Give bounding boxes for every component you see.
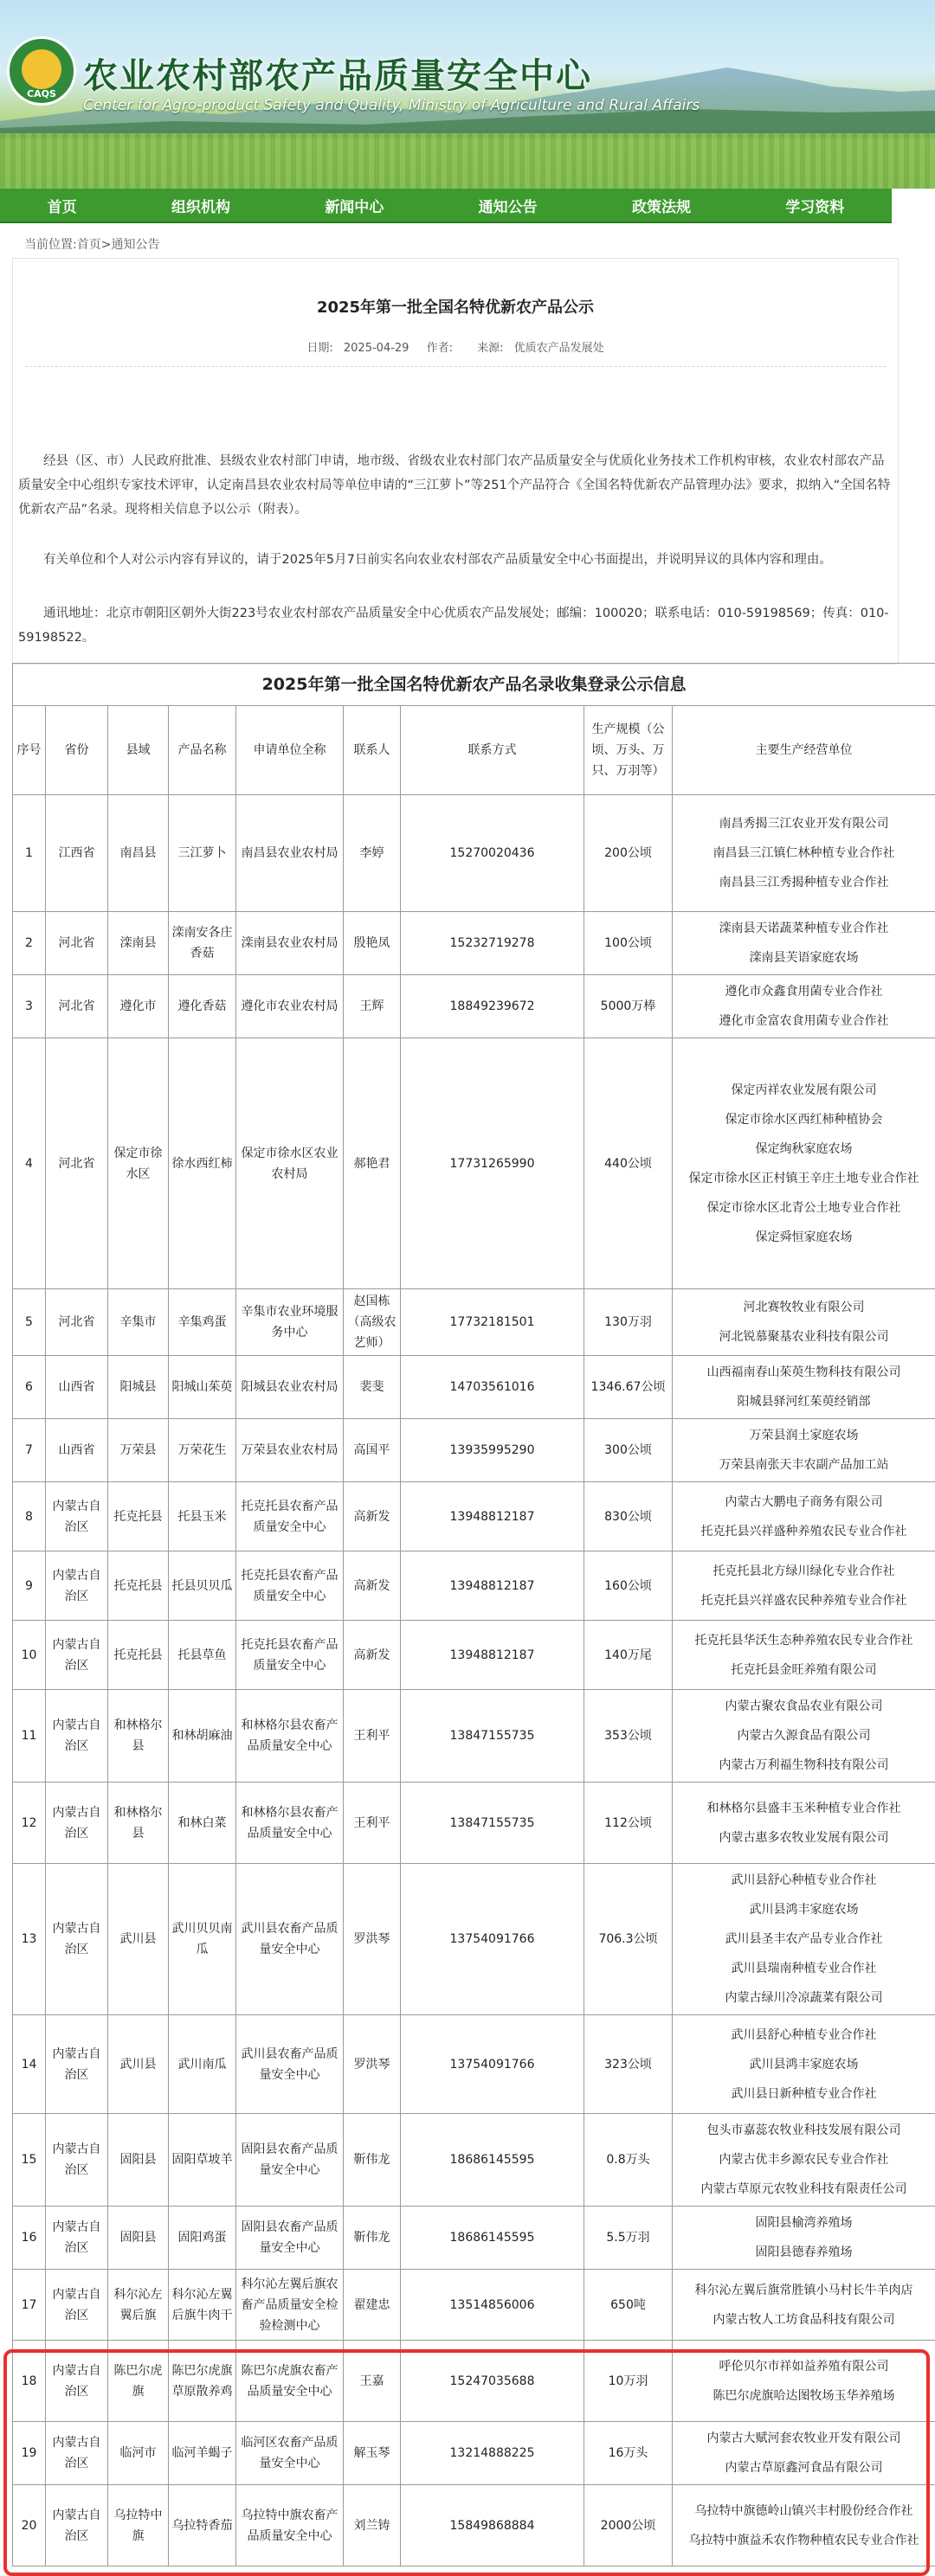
column-header: 序号 [13, 706, 46, 795]
cell-scale: 706.3公顷 [584, 1864, 673, 2015]
cell-no: 17 [13, 2270, 46, 2341]
table-row [13, 1482, 935, 1551]
cell-no: 4 [13, 1038, 46, 1289]
operator-unit: 乌拉特中旗德岭山镇兴丰村股份经合作社 [694, 2503, 913, 2518]
cell-no: 3 [13, 975, 46, 1038]
operator-unit: 万荣县南张天丰农副产品加工站 [719, 1458, 889, 1472]
cell-units [673, 2341, 935, 2422]
cell-product: 托县贝贝瓜 [169, 1551, 236, 1621]
article-paragraph: 通讯地址：北京市朝阳区朝外大街223号农业农村部农产品质量安全中心优质农产品发展处；邮编：100020；联系电话：010-59198569；传真：010-59198522。 [18, 607, 889, 645]
cell-scale: 0.8万头 [584, 2114, 673, 2207]
cell-applicant: 科尔沁左翼后旗农畜产品质量安全检验检测中心 [236, 2270, 344, 2341]
operator-unit: 内蒙古草原元农牧业科技有限责任公司 [700, 2182, 907, 2196]
site-title: 农业农村部农产品质量安全中心 [83, 56, 592, 96]
cell-phone: 13935995290 [401, 1419, 584, 1482]
table-row [13, 2207, 935, 2270]
table-row [13, 1864, 935, 2015]
cell-scale: 16万头 [584, 2422, 673, 2485]
table-row [13, 2114, 935, 2207]
nav-organization[interactable]: 组织机构 [171, 198, 230, 216]
cell-phone: 13847155735 [401, 1783, 584, 1864]
cell-contact: 王利平 [344, 1783, 401, 1864]
operator-unit: 内蒙古大赋河套农牧业开发有限公司 [706, 2431, 901, 2445]
operator-unit: 遵化市众鑫食用菌专业合作社 [725, 985, 883, 999]
cell-province: 江西省 [46, 795, 108, 912]
cell-product: 固阳草坡羊 [169, 2114, 236, 2207]
cell-no: 6 [13, 1356, 46, 1419]
cell-no: 16 [13, 2207, 46, 2270]
column-header: 申请单位全称 [236, 706, 344, 795]
cell-province: 内蒙古自治区 [46, 2422, 108, 2485]
cell-product: 乌拉特香茄 [169, 2485, 236, 2566]
cell-product: 万荣花生 [169, 1419, 236, 1482]
cell-applicant: 固阳县农畜产品质量安全中心 [236, 2114, 344, 2207]
cell-county: 托克托县 [108, 1621, 169, 1690]
author-label: 作者: [426, 342, 453, 355]
cell-product: 临河羊蝎子 [169, 2422, 236, 2485]
cell-county: 南昌县 [108, 795, 169, 912]
cell-phone: 18686145595 [401, 2207, 584, 2270]
column-header: 主要生产经营单位 [673, 706, 935, 795]
cell-product: 滦南安各庄香菇 [169, 912, 236, 975]
cell-phone: 13754091766 [401, 1864, 584, 2015]
cell-contact: 解玉琴 [344, 2422, 401, 2485]
cell-no: 11 [13, 1690, 46, 1783]
column-header: 省份 [46, 706, 108, 795]
cell-units [673, 912, 935, 975]
cell-county: 保定市徐水区 [108, 1038, 169, 1289]
cell-applicant: 辛集市农业环境服务中心 [236, 1289, 344, 1356]
caqs-logo[interactable] [7, 36, 76, 106]
operator-unit: 武川县舒心种植专业合作社 [731, 1873, 877, 1887]
cell-scale: 140万尾 [584, 1621, 673, 1690]
cell-contact: 高新发 [344, 1621, 401, 1690]
operator-unit: 万荣县润土家庭农场 [749, 1429, 859, 1442]
cell-scale: 130万羽 [584, 1289, 673, 1356]
cell-units [673, 1038, 935, 1289]
cell-units [673, 795, 935, 912]
article [12, 258, 899, 665]
cell-province: 内蒙古自治区 [46, 2485, 108, 2566]
nav-learning[interactable]: 学习资料 [785, 198, 845, 216]
table-row [13, 912, 935, 975]
cell-applicant: 托克托县农畜产品质量安全中心 [236, 1551, 344, 1621]
cell-county: 万荣县 [108, 1419, 169, 1482]
cell-scale: 440公顷 [584, 1038, 673, 1289]
cell-province: 内蒙古自治区 [46, 1482, 108, 1551]
operator-unit: 保定市徐水区正村镇王辛庄土地专业合作社 [688, 1171, 919, 1185]
cell-contact: 罗洪琴 [344, 1864, 401, 2015]
cell-no: 19 [13, 2422, 46, 2485]
operator-unit: 滦南县天诺蔬菜种植专业合作社 [719, 922, 889, 935]
nav-policies[interactable]: 政策法规 [631, 198, 691, 216]
table-row [13, 1783, 935, 1864]
cell-applicant: 万荣县农业农村局 [236, 1419, 344, 1482]
cell-scale: 650吨 [584, 2270, 673, 2341]
operator-unit: 科尔沁左翼后旗常胜镇小马村长牛羊肉店 [694, 2283, 913, 2297]
operator-unit: 内蒙古惠多农牧业发展有限公司 [719, 1830, 889, 1845]
cell-scale: 200公顷 [584, 795, 673, 912]
cell-product: 徐水西红柿 [169, 1038, 236, 1289]
operator-unit: 武川县舒心种植专业合作社 [731, 2027, 877, 2042]
cell-product: 武川南瓜 [169, 2015, 236, 2114]
cell-phone: 15849868884 [401, 2485, 584, 2566]
cell-units [673, 975, 935, 1038]
cell-product: 和林胡麻油 [169, 1690, 236, 1783]
operator-unit: 内蒙古牧人工坊食品科技有限公司 [713, 2312, 895, 2327]
rice-field [0, 133, 935, 189]
site-banner [0, 0, 935, 189]
table-row [13, 2270, 935, 2341]
cell-no: 2 [13, 912, 46, 975]
nav-home[interactable]: 首页 [47, 198, 77, 216]
operator-unit: 内蒙古聚农食品农业有限公司 [725, 1699, 883, 1713]
cell-units [673, 1419, 935, 1482]
operator-unit: 陈巴尔虎旗哈达图牧场玉华养殖场 [713, 2388, 895, 2403]
cell-applicant: 遵化市农业农村局 [236, 975, 344, 1038]
column-header: 联系方式 [401, 706, 584, 795]
cell-applicant: 陈巴尔虎旗农畜产品质量安全中心 [236, 2341, 344, 2422]
cell-scale: 100公顷 [584, 912, 673, 975]
cell-phone: 13847155735 [401, 1690, 584, 1783]
table-row [13, 2341, 935, 2422]
operator-unit: 武川县鸿丰家庭农场 [749, 2057, 859, 2072]
cell-applicant: 托克托县农畜产品质量安全中心 [236, 1621, 344, 1690]
cell-county: 滦南县 [108, 912, 169, 975]
cell-phone: 15270020436 [401, 795, 584, 912]
cell-applicant: 临河区农畜产品质量安全中心 [236, 2422, 344, 2485]
cell-units [673, 2015, 935, 2114]
cell-phone: 13948812187 [401, 1551, 584, 1621]
cell-contact: 刘兰铸 [344, 2485, 401, 2566]
operator-unit: 托克托县北方绿川绿化专业合作社 [713, 1564, 895, 1578]
cell-province: 河北省 [46, 912, 108, 975]
cell-county: 固阳县 [108, 2114, 169, 2207]
table-row [13, 2485, 935, 2566]
cell-county: 固阳县 [108, 2207, 169, 2270]
article-date: 2025-04-29 [343, 342, 409, 355]
operator-unit: 南昌县三江镇仁林种植专业合作社 [713, 846, 895, 860]
operator-unit: 河北锐慕聚基农业科技有限公司 [719, 1330, 889, 1344]
cell-province: 内蒙古自治区 [46, 1690, 108, 1783]
operator-unit: 托克托县华沃生态种养殖农民专业合作社 [694, 1633, 913, 1648]
cell-units [673, 2270, 935, 2341]
cell-product: 科尔沁左翼后旗牛肉干 [169, 2270, 236, 2341]
cell-phone: 15247035688 [401, 2341, 584, 2422]
cell-phone: 17731265990 [401, 1038, 584, 1289]
cell-contact: 郝艳君 [344, 1038, 401, 1289]
table-row [13, 1551, 935, 1621]
cell-product: 托县玉米 [169, 1482, 236, 1551]
table-row [13, 975, 935, 1038]
cell-applicant: 和林格尔县农畜产品质量安全中心 [236, 1783, 344, 1864]
cell-units [673, 2422, 935, 2485]
cell-county: 陈巴尔虎旗 [108, 2341, 169, 2422]
cell-county: 阳城县 [108, 1356, 169, 1419]
cell-scale: 323公顷 [584, 2015, 673, 2114]
cell-province: 内蒙古自治区 [46, 2015, 108, 2114]
operator-unit: 和林格尔县盛丰玉米种植专业合作社 [706, 1801, 901, 1815]
table-caption-row [13, 664, 935, 706]
operator-unit: 武川县鸿丰家庭农场 [749, 1903, 859, 1917]
article-source: 优质农产品发展处 [513, 342, 604, 355]
cell-product: 阳城山茱萸 [169, 1356, 236, 1419]
cell-units [673, 1289, 935, 1356]
operator-unit: 南昌秀揭三江农业开发有限公司 [719, 817, 889, 831]
cell-province: 内蒙古自治区 [46, 2270, 108, 2341]
article-meta [13, 338, 898, 355]
operator-unit: 乌拉特中旗益禾农作物种植农民专业合作社 [688, 2533, 919, 2547]
operator-unit: 武川县圣丰农产品专业合作社 [725, 1932, 883, 1946]
cell-scale: 830公顷 [584, 1482, 673, 1551]
table-row [13, 1289, 935, 1356]
table-caption: 2025年第一批全国名特优新农产品名录收集登录公示信息 [13, 664, 935, 706]
cell-province: 内蒙古自治区 [46, 2114, 108, 2207]
cell-county: 和林格尔县 [108, 1783, 169, 1864]
cell-no: 8 [13, 1482, 46, 1551]
operator-unit: 南昌县三江秀揭种植专业合作社 [719, 876, 889, 890]
table-row [13, 795, 935, 912]
cell-scale: 1346.67公顷 [584, 1356, 673, 1419]
cell-contact: 王辉 [344, 975, 401, 1038]
cell-applicant: 武川县农畜产品质量安全中心 [236, 1864, 344, 2015]
article-paragraph: 有关单位和个人对公示内容有异议的，请于2025年5月7日前实名向农业农村部农产品质量安全中心书面提出，并说明异议的具体内容和理由。 [43, 553, 832, 567]
operator-unit: 内蒙古大鹏电子商务有限公司 [725, 1494, 883, 1509]
date-label: 日期: [306, 342, 333, 355]
cell-applicant: 固阳县农畜产品质量安全中心 [236, 2207, 344, 2270]
site-subtitle: Center for Agro-product Safety and Quality, Ministry of Agriculture and Rural Affairs [83, 97, 700, 114]
product-table [12, 663, 935, 2566]
cell-contact: 靳伟龙 [344, 2207, 401, 2270]
table-row [13, 1038, 935, 1289]
cell-county: 武川县 [108, 2015, 169, 2114]
operator-unit: 滦南县芙语家庭农场 [749, 951, 859, 965]
cell-scale: 5000万棒 [584, 975, 673, 1038]
cell-no: 13 [13, 1864, 46, 2015]
cell-scale: 160公顷 [584, 1551, 673, 1621]
operator-unit: 保定舜恒家庭农场 [755, 1230, 853, 1244]
table-row [13, 1621, 935, 1690]
operator-unit: 固阳县榆湾养殖场 [755, 2216, 853, 2230]
cell-applicant: 和林格尔县农畜产品质量安全中心 [236, 1690, 344, 1783]
cell-contact: 高新发 [344, 1482, 401, 1551]
operator-unit: 保定绚秋家庭农场 [755, 1141, 853, 1156]
column-header: 产品名称 [169, 706, 236, 795]
cell-phone: 13948812187 [401, 1482, 584, 1551]
nav-news[interactable]: 新闻中心 [325, 198, 384, 216]
cell-phone: 17732181501 [401, 1289, 584, 1356]
cell-units [673, 1690, 935, 1783]
cell-no: 1 [13, 795, 46, 912]
cell-province: 内蒙古自治区 [46, 2207, 108, 2270]
cell-contact: 王嘉 [344, 2341, 401, 2422]
cell-county: 托克托县 [108, 1551, 169, 1621]
cell-units [673, 2114, 935, 2207]
cell-applicant: 南昌县农业农村局 [236, 795, 344, 912]
operator-unit: 包头市嘉蕊农牧业科技发展有限公司 [706, 2123, 901, 2137]
cell-province: 内蒙古自治区 [46, 1783, 108, 1864]
cell-no: 20 [13, 2485, 46, 2566]
cell-scale: 5.5万羽 [584, 2207, 673, 2270]
cell-phone: 18686145595 [401, 2114, 584, 2207]
column-header: 县域 [108, 706, 169, 795]
cell-scale: 353公顷 [584, 1690, 673, 1783]
cell-no: 9 [13, 1551, 46, 1621]
cell-no: 14 [13, 2015, 46, 2114]
operator-unit: 托克托县金旺养殖有限公司 [731, 1662, 877, 1677]
source-label: 来源: [477, 342, 504, 355]
cell-product: 托县草鱼 [169, 1621, 236, 1690]
cell-county: 临河市 [108, 2422, 169, 2485]
operator-unit: 武川县瑞南种植专业合作社 [731, 1962, 877, 1975]
operator-unit: 武川县日新种植专业合作社 [731, 2086, 877, 2101]
cell-units [673, 1482, 935, 1551]
cell-units [673, 1621, 935, 1690]
operator-unit: 呼伦贝尔市祥如益养殖有限公司 [719, 2359, 889, 2374]
operator-unit: 内蒙古万利福生物科技有限公司 [719, 1758, 889, 1772]
cell-contact: 赵国栋（高级农艺师） [344, 1289, 401, 1356]
nav-notices[interactable]: 通知公告 [478, 198, 538, 216]
cell-applicant: 阳城县农业农村局 [236, 1356, 344, 1419]
article-title: 2025年第一批全国名特优新农产品公示 [316, 299, 595, 317]
operator-unit: 托克托县兴祥盛农民种养殖专业合作社 [700, 1593, 907, 1608]
operator-unit: 保定市徐水区北青公土地专业合作社 [706, 1200, 901, 1215]
cell-no: 7 [13, 1419, 46, 1482]
cell-province: 内蒙古自治区 [46, 2341, 108, 2422]
table-row [13, 1356, 935, 1419]
operator-unit: 保定市徐水区西红柿种植协会 [725, 1112, 883, 1127]
cell-county: 辛集市 [108, 1289, 169, 1356]
cell-applicant: 托克托县农畜产品质量安全中心 [236, 1482, 344, 1551]
cell-province: 山西省 [46, 1356, 108, 1419]
cell-contact: 王利平 [344, 1690, 401, 1783]
cell-units [673, 2207, 935, 2270]
cell-product: 固阳鸡蛋 [169, 2207, 236, 2270]
cell-phone: 15232719278 [401, 912, 584, 975]
cell-scale: 2000公顷 [584, 2485, 673, 2566]
cell-applicant: 保定市徐水区农业农村局 [236, 1038, 344, 1289]
breadcrumb[interactable]: 当前位置:首页>通知公告 [24, 238, 160, 252]
cell-phone: 13948812187 [401, 1621, 584, 1690]
cell-contact: 高国平 [344, 1419, 401, 1482]
cell-scale: 112公顷 [584, 1783, 673, 1864]
table-row [13, 1419, 935, 1482]
cell-scale: 10万羽 [584, 2341, 673, 2422]
cell-county: 和林格尔县 [108, 1690, 169, 1783]
cell-units [673, 1864, 935, 2015]
article-paragraph: 经县（区、市）人民政府批准、县级农业农村部门申请，地市级、省级农业农村部门农产品质量安全与优质化业务技术工作机构审核，农业农村部农产品质量安全中心组织专家技术评审，认定南昌县农业农村局等单位申请的“三江萝卜”等251个产品符合《全国名特优新农产品管理办法》要求，拟纳入“全国名特优新农产品”名录。现将相关信息予以公示（附表）。 [18, 454, 891, 517]
cell-phone: 13514856006 [401, 2270, 584, 2341]
cell-contact: 殷艳凤 [344, 912, 401, 975]
cell-province: 河北省 [46, 1038, 108, 1289]
cell-no: 12 [13, 1783, 46, 1864]
cell-county: 遵化市 [108, 975, 169, 1038]
cell-units [673, 1551, 935, 1621]
table-row [13, 1690, 935, 1783]
cell-province: 内蒙古自治区 [46, 1551, 108, 1621]
operator-unit: 固阳县德春养殖场 [755, 2245, 853, 2259]
table-body [13, 795, 935, 2566]
operator-unit: 山西福南春山茱萸生物科技有限公司 [706, 1365, 901, 1379]
cell-applicant: 武川县农畜产品质量安全中心 [236, 2015, 344, 2114]
operator-unit: 内蒙古久源食品有限公司 [737, 1729, 871, 1743]
cell-product: 陈巴尔虎旗草原散养鸡 [169, 2341, 236, 2422]
operator-unit: 河北赛牧牧业有限公司 [743, 1301, 865, 1314]
cell-province: 河北省 [46, 1289, 108, 1356]
cell-product: 三江萝卜 [169, 795, 236, 912]
column-header: 联系人 [344, 706, 401, 795]
cell-no: 5 [13, 1289, 46, 1356]
cell-units [673, 1356, 935, 1419]
cell-contact: 李婷 [344, 795, 401, 912]
table-row [13, 2422, 935, 2485]
cell-county: 托克托县 [108, 1482, 169, 1551]
cell-scale: 300公顷 [584, 1419, 673, 1482]
cell-no: 10 [13, 1621, 46, 1690]
operator-unit: 遵化市金富农食用菌专业合作社 [719, 1014, 889, 1028]
cell-phone: 18849239672 [401, 975, 584, 1038]
cell-contact: 翟建忠 [344, 2270, 401, 2341]
table-header-row [13, 706, 935, 795]
cell-product: 辛集鸡蛋 [169, 1289, 236, 1356]
logo-emblem-icon [22, 49, 61, 89]
cell-contact: 高新发 [344, 1551, 401, 1621]
main-nav [0, 189, 892, 223]
cell-phone: 14703561016 [401, 1356, 584, 1419]
cell-contact: 靳伟龙 [344, 2114, 401, 2207]
operator-unit: 内蒙古优丰乡源农民专业合作社 [719, 2153, 889, 2167]
cell-units [673, 2485, 935, 2566]
operator-unit: 托克托县兴祥盛种养殖农民专业合作社 [700, 1524, 907, 1539]
operator-unit: 内蒙古绿川冷凉蔬菜有限公司 [725, 1991, 883, 2005]
cell-product: 遵化香菇 [169, 975, 236, 1038]
cell-units [673, 1783, 935, 1864]
cell-contact: 罗洪琴 [344, 2015, 401, 2114]
cell-county: 科尔沁左翼后旗 [108, 2270, 169, 2341]
cell-no: 18 [13, 2341, 46, 2422]
divider [25, 366, 886, 367]
operator-unit: 保定丙祥农业发展有限公司 [731, 1082, 877, 1097]
cell-county: 乌拉特中旗 [108, 2485, 169, 2566]
cell-province: 河北省 [46, 975, 108, 1038]
cell-province: 山西省 [46, 1419, 108, 1482]
cell-phone: 13214888225 [401, 2422, 584, 2485]
operator-unit: 内蒙古草原鑫河食品有限公司 [725, 2461, 883, 2475]
operator-unit: 阳城县驿河红茱萸经销部 [737, 1395, 871, 1409]
cell-product: 和林白菜 [169, 1783, 236, 1864]
cell-phone: 13754091766 [401, 2015, 584, 2114]
cell-province: 内蒙古自治区 [46, 1621, 108, 1690]
cell-no: 15 [13, 2114, 46, 2207]
product-table-wrapper [12, 663, 935, 2566]
cell-contact: 裴斐 [344, 1356, 401, 1419]
cell-applicant: 滦南县农业农村局 [236, 912, 344, 975]
cell-province: 内蒙古自治区 [46, 1864, 108, 2015]
column-header: 生产规模（公顷、万头、万只、万羽等） [584, 706, 673, 795]
cell-product: 武川贝贝南瓜 [169, 1864, 236, 2015]
cell-county: 武川县 [108, 1864, 169, 2015]
table-row [13, 2015, 935, 2114]
logo-text: CAQS [27, 88, 56, 100]
cell-applicant: 乌拉特中旗农畜产品质量安全中心 [236, 2485, 344, 2566]
